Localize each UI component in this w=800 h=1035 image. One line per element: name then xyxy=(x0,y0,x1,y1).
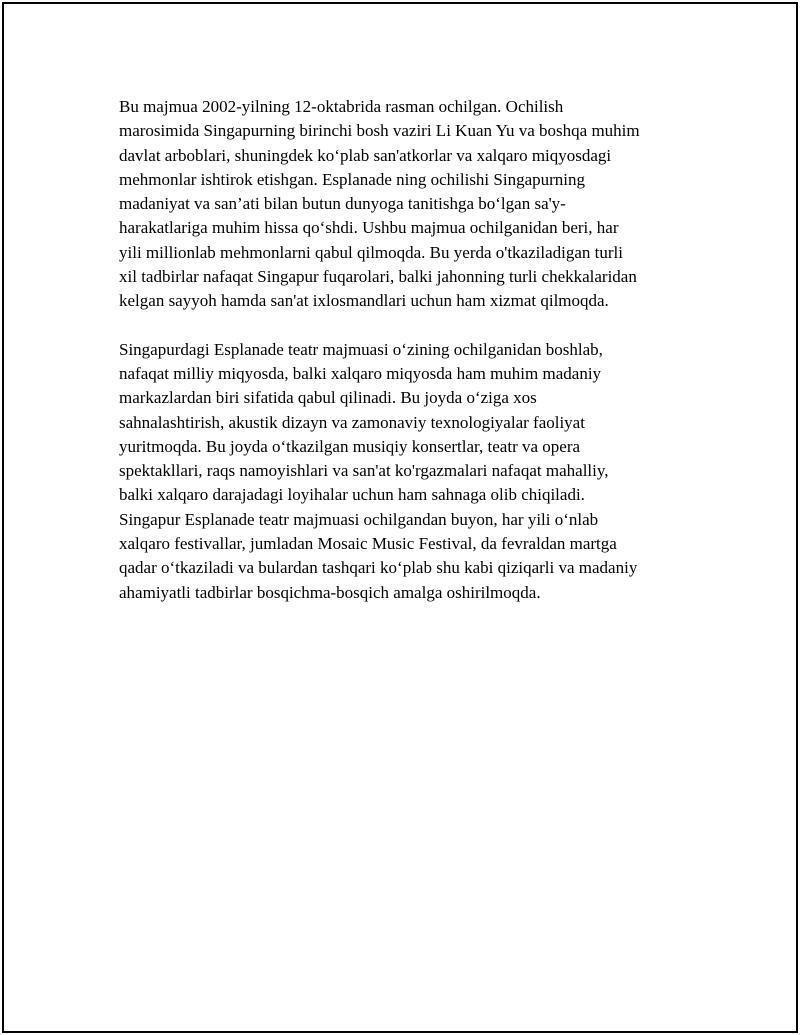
text-line: Singapur Esplanade teatr majmuasi ochilgandan buyon, har yili o‘nlab xyxy=(119,509,599,529)
text-line: Bu majmua 2002-yilning 12-oktabrida rasman ochilgan. Ochilish xyxy=(119,97,564,116)
text-line: sahnalashtirish, akustik dizayn va zamonaviy texnologiyalar faoliyat xyxy=(119,412,585,432)
paragraph-1 xyxy=(119,95,704,314)
text-line: davlat arboblari, shuningdek ko‘plab san'atkorlar va xalqaro miqyosdagi xyxy=(119,145,612,165)
text-line: kelgan sayyoh hamda san'at ixlosmandlari uchun ham xizmat qilmoqda. xyxy=(119,291,609,311)
text-line: Singapurdagi Esplanade teatr majmuasi o‘zining ochilganidan boshlab, xyxy=(119,339,603,359)
text-line: xil tadbirlar nafaqat Singapur fuqarolari, balki jahonning turli chekkalaridan xyxy=(119,267,637,287)
text-line: nafaqat milliy miqyosda, balki xalqaro miqyosda ham muhim madaniy xyxy=(119,363,602,383)
text-line: yili millionlab mehmonlarni qabul qilmoqda. Bu yerda o'tkaziladigan turli xyxy=(119,242,623,262)
text-line: spektakllari, raqs namoyishlari va san'at ko'rgazmalari nafaqat mahalliy, xyxy=(119,461,609,481)
text-line: markazlardan biri sifatida qabul qilinadi. Bu joyda o‘ziga xos xyxy=(119,388,537,408)
document-body xyxy=(119,95,704,629)
text-line: xalqaro festivallar, jumladan Mosaic Music Festival, da fevraldan martga xyxy=(119,534,617,554)
text-line: madaniyat va san’ati bilan butun dunyoga tanitishga bo‘lgan sa'y- xyxy=(119,194,566,214)
text-line: balki xalqaro darajadagi loyihalar uchun ham sahnaga olib chiqiladi. xyxy=(119,485,585,505)
text-line: mehmonlar ishtirok etishgan. Esplanade ning ochilishi Singapurning xyxy=(119,169,586,189)
text-line: harakatlariga muhim hissa qo‘shdi. Ushbu majmua ochilganidan beri, har xyxy=(119,218,619,238)
text-line: qadar o‘tkaziladi va bulardan tashqari ko‘plab shu kabi qiziqarli va madaniy xyxy=(119,558,638,578)
text-line: yuritmoqda. Bu joyda o‘tkazilgan musiqiy konsertlar, teatr va opera xyxy=(119,436,581,456)
text-line: marosimida Singapurning birinchi bosh vaziri Li Kuan Yu va boshqa muhim xyxy=(119,121,640,141)
document-page xyxy=(2,2,798,1033)
text-line: ahamiyatli tadbirlar bosqichma-bosqich amalga oshirilmoqda. xyxy=(119,582,541,602)
paragraph-2 xyxy=(119,338,704,605)
